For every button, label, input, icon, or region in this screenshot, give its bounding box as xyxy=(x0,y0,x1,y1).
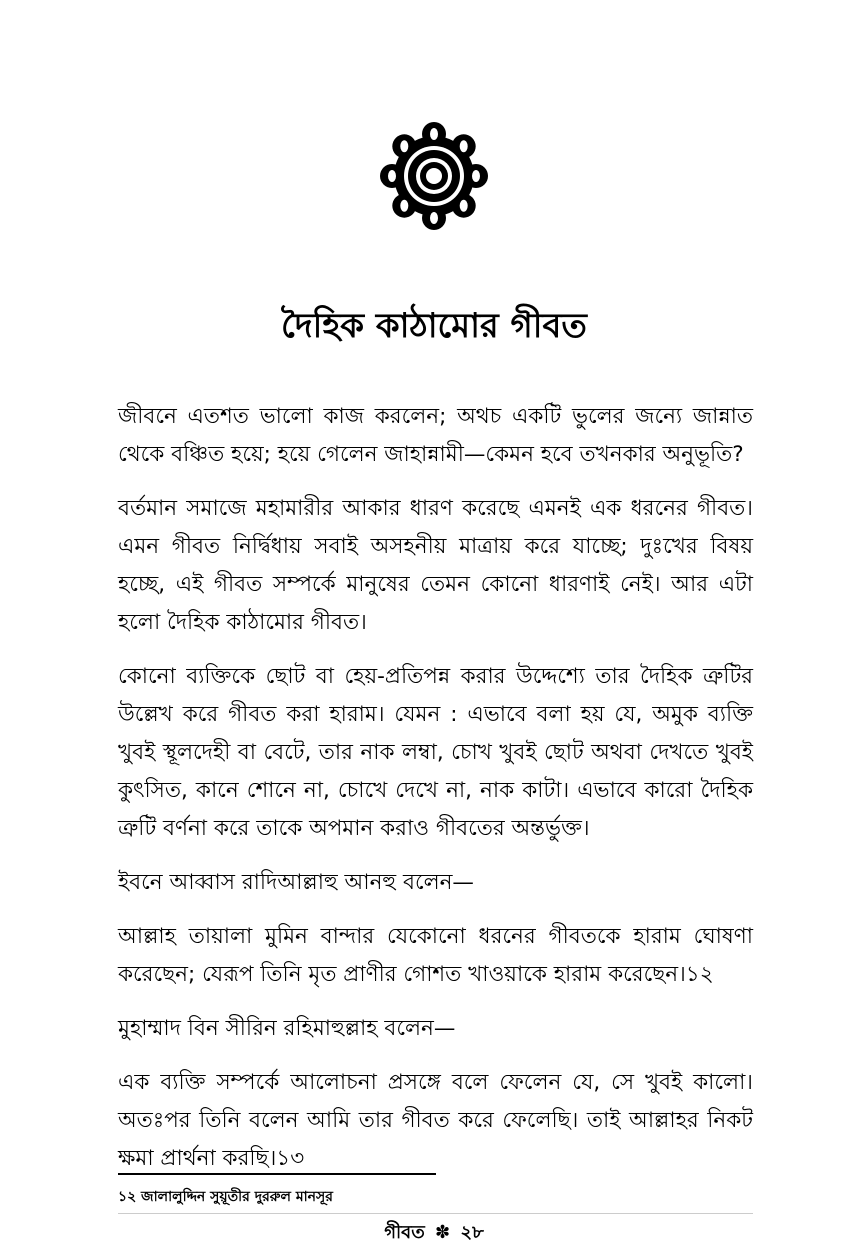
footnote: ১২ জালালুদ্দিন সুয়ূতীর দুররুল মানসূর xyxy=(118,1189,333,1205)
paragraph: বর্তমান সমাজে মহামারীর আকার ধারণ করেছে এমনই এক ধরনের গীবত। এমন গীবত নির্দ্বিধায় সবাই অসহনীয় মাত্রায় করে যাচ্ছে; দুঃখের বিষয় হচ্ছে, এই গীবত সম্পর্কে মানুষের তেমন কোনো ধারণাই নেই। আর এটা হলো দৈহিক কাঠামোর গীবত। xyxy=(118,496,753,635)
footnote-divider xyxy=(118,1173,436,1175)
paragraph: কোনো ব্যক্তিকে ছোট বা হেয়-প্রতিপন্ন করার উদ্দেশ্যে তার দৈহিক ত্রুটির উল্লেখ করে গীবত করা হারাম। যেমন : এভাবে বলা হয় যে, অমুক ব্যক্তি খুবই স্থূলদেহী বা বেটে, তার নাক লম্বা, চোখ খুবই ছোট অথবা দেখতে খুবই কুৎসিত, কানে শোনে না, চোখে দেখে না, নাক কাটা। এভাবে কারো দৈহিক ত্রুটি বর্ণনা করে তাকে অপমান করাও গীবতের অন্তর্ভুক্ত। xyxy=(118,664,753,841)
paragraph: মুহাম্মাদ বিন সীরিন রহিমাহুল্লাহ বলেন— xyxy=(118,1016,456,1041)
paragraph: জীবনে এতশত ভালো কাজ করলেন; অথচ একটি ভুলের জন্যে জান্নাত থেকে বঞ্চিত হয়ে; হয়ে গেলেন জাহান্নামী—কেমন হবে তখনকার অনুভূতি? xyxy=(118,404,753,467)
body-text xyxy=(118,398,753,1194)
floral-ornament-icon xyxy=(378,120,490,232)
paragraph: এক ব্যক্তি সম্পর্কে আলোচনা প্রসঙ্গে বলে ফেলেন যে, সে খুবই কালো। অতঃপর তিনি বলেন আমি তার গীবত করে ফেলেছি। তাই আল্লাহর নিকট ক্ষমা প্রার্থনা করছি।১৩ xyxy=(118,1070,753,1171)
paragraph: আল্লাহ তায়ালা মুমিন বান্দার যেকোনো ধরনের গীবতকে হারাম ঘোষণা করেছেন; যেরূপ তিনি মৃত প্রাণীর গোশত খাওয়াকে হারাম করেছেন।১২ xyxy=(118,924,753,987)
running-title: গীবত xyxy=(384,1222,425,1243)
page-footer xyxy=(0,1218,868,1249)
flower-bullet-icon: ✽ xyxy=(435,1222,451,1243)
footer-divider xyxy=(118,1213,753,1214)
paragraph: ইবনে আব্বাস রাদিআল্লাহু আনহু বলেন— xyxy=(118,870,474,895)
page-number: ২৮ xyxy=(460,1222,484,1243)
chapter-title: দৈহিক কাঠামোর গীবত xyxy=(281,306,587,346)
